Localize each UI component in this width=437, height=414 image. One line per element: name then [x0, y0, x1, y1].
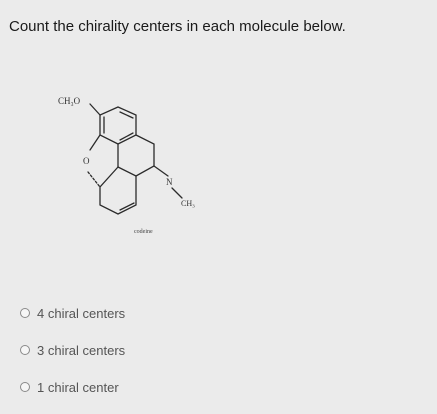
- question-text: Count the chirality centers in each molecule below.: [9, 18, 346, 35]
- radio-button-icon[interactable]: [20, 308, 30, 318]
- codeine-structure-figure: [50, 92, 220, 242]
- ring-oxygen-label: O: [83, 156, 90, 166]
- nitrogen-label: N: [166, 177, 173, 187]
- methoxy-label: CH₃O: [58, 96, 81, 106]
- answer-options: [20, 303, 125, 414]
- option-label: 3 chiral centers: [37, 342, 126, 358]
- option-3-chiral-centers[interactable]: [20, 340, 125, 360]
- radio-button-icon[interactable]: [20, 382, 30, 392]
- molecule-diagram: [50, 92, 220, 242]
- option-1-chiral-center[interactable]: [20, 377, 125, 397]
- option-label: 4 chiral centers: [37, 305, 126, 321]
- molecule-name-label: codeine: [134, 229, 153, 235]
- n-methyl-label: CH₃: [181, 199, 195, 208]
- option-4-chiral-centers[interactable]: [20, 303, 125, 323]
- option-label: 1 chiral center: [37, 379, 119, 395]
- radio-button-icon[interactable]: [20, 345, 30, 355]
